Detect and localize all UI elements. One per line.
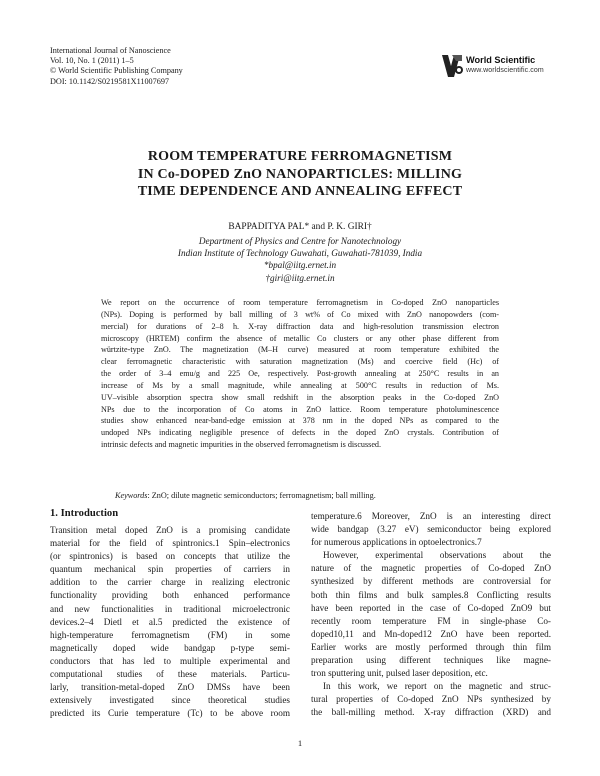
body-line: material for the field of spintronics.1 Spin–electronics [50,538,290,549]
body-line: tural properties of Co-doped ZnO NPs synthesized by [311,694,551,705]
body-line: and new functionalities in traditional microelectronic [50,603,290,614]
body-line: devices.2–4 Dietl et al.5 predicted the existence of [50,616,290,627]
page-number: 1 [297,738,303,748]
body-line: the ball-milling method. X-ray diffraction (XRD) and [311,707,551,718]
journal-doi: DOI: 10.1142/S0219581X11007697 [50,76,170,86]
body-line: Earlier works are mostly performed through thin film [311,641,551,652]
body-line: conductors that has led to multiple experimental and [50,655,290,666]
title-line: ROOM TEMPERATURE FERROMAGNETISM [147,149,453,164]
abstract [101,297,499,451]
body-line: addition to the carrier charge in realizing electronic [50,577,290,588]
title-line: TIME DEPENDENCE AND ANNEALING EFFECT [137,184,463,199]
body-line: extensively investigated since theoretical studies [50,695,290,706]
abstract-line: UV–visible absorption spectra show small redshift in the absorption peaks in the Co-doped ZnO [101,392,499,402]
affiliation-department: Department of Physics and Centre for Nanotechnology [198,236,402,246]
right-column [311,510,551,720]
abstract-line: increase of Ms by a small magnitude, while annealing at 500°C results in reduction of Ms. [101,380,499,390]
body-line: (or spintronics) is based on concepts that utilize the [50,551,290,562]
body-line: wide bandgap (3.27 eV) semiconductor being explored [311,524,551,535]
body-line: for numerous applications in optoelectronics.7 [311,537,482,548]
author-email: *bpal@iitg.ernet.in [263,260,337,271]
body-line: computational studies of these materials. Particu- [50,669,290,680]
body-line: preparation using different techniques like magne- [311,655,551,666]
author-list: BAPPADITYA PAL* and P. K. GIRI† [228,222,372,232]
abstract-line: microscopy (HRTEM) confirm the absence of metallic Co clusters or any other phase different from [101,333,499,343]
world-scientific-logo-icon [440,52,464,80]
abstract-line: würtzite-type ZnO. The magnetization (M–H curve) measured at room temperature exhibited the [101,345,499,355]
paper-title [60,148,540,201]
body-line: nature of the magnetic properties of Co-doped ZnO [311,563,551,574]
body-line: tron sputtering unit, pulsed laser deposition, etc. [311,668,488,679]
body-line: However, experimental observations about the [323,550,551,561]
abstract-line: NPs due to the incorporation of Co atoms in ZnO lattice. Room temperature photoluminescence [101,404,499,414]
publisher-website: www.worldscientific.com [466,67,544,74]
abstract-line: intrinsic defects and magnetic impurities in the observed ferromagnetism is discussed. [101,440,382,450]
abstract-line: clear ferromagnetic characteristic with saturation magnetization (Ms) and coercive field (Hc) of [101,357,499,367]
body-line: larly, transition-metal-doped ZnO DMSs have been [50,682,290,693]
affiliation-institute: Indian Institute of Technology Guwahati, Guwahati-781039, India [177,248,423,259]
left-column [50,524,290,720]
abstract-line: mercial) for durations of 2–8 h. X-ray diffraction data and high-resolution transmission electron [101,321,499,331]
body-line: quantum mechanical spin properties of carriers in [50,564,290,575]
body-line: predicted its Curie temperature (Tc) to be above room [50,708,290,719]
section-heading: 1. Introduction [50,508,119,519]
abstract-line: the order of 3–4 emu/g and 225 Oe, respectively. Post-growth annealing at 250°C results in an [101,369,499,379]
body-line: In this work, we report on the magnetic and struc- [323,681,551,692]
journal-info [50,46,183,87]
body-line: doped10,11 and Mn-doped12 ZnO have been reported. [311,628,551,639]
body-line: both thin films and bulk samples.8 Conflicting results [311,589,551,600]
publisher-logo [440,52,556,82]
body-line: high-temperature ferromagnetism (FM) in some [50,629,290,640]
keywords [115,491,376,500]
journal-copyright: © World Scientific Publishing Company [50,66,183,76]
body-line: magnetically doped wide bandgap p-type semi- [50,642,290,653]
publisher-name: World Scientific [466,55,536,65]
title-line: IN Co-DOPED ZnO NANOPARTICLES: MILLING [137,166,463,182]
body-line: temperature.6 Moreover, ZnO is an interesting direct [311,511,551,521]
journal-name: International Journal of Nanoscience [50,46,171,55]
affiliation [60,235,540,284]
abstract-line: We report on the occurrence of room temperature ferromagnetism in Co-doped ZnO nanoparticles [101,298,499,307]
keywords-text: : ZnO; dilute magnetic semiconductors; ferromagnetism; ball milling. [147,491,376,500]
abstract-line: (NPs). Doping is performed by ball milling of 3 wt% of Co mixed with ZnO nanopowders (com- [101,309,499,319]
body-line: have been reported in the case of Co-doped ZnO9 but [311,602,551,613]
abstract-line: studies show enhanced near-band-edge emission at 378 nm in the doped NPs as compared to the [101,416,499,426]
abstract-line: undoped NPs indicating negligible presence of defects in the doped ZnO crystals. Contribution of [101,428,499,438]
body-line: recently room temperature FM in single-phase Co- [311,615,551,626]
keywords-label: Keywords [115,491,148,500]
author-email: †giri@iitg.ernet.in [265,272,335,283]
body-line: functionality providing both enhanced performance [50,590,290,601]
body-line: synthesized by different methods are controversial for [311,576,551,587]
body-line: Transition metal doped ZnO is a promising candidate [50,525,290,535]
journal-volume: Vol. 10, No. 1 (2011) 1–5 [50,56,134,66]
